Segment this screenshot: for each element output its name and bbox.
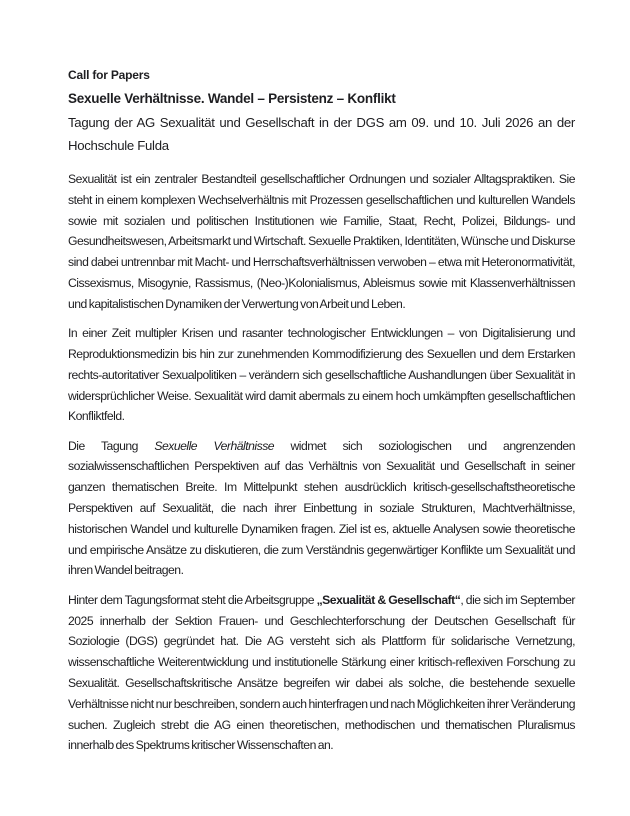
paragraph-text: Sexualität ist ein zentraler Bestandteil gesellschaftlicher Ordnungen und sozialer Alltagspraktiken. Sie steht in einem komplexen Wechselverhältnis mit Prozessen gesellschaftlichen und kulturellen Wandels sowie mit sozialen und politischen Institutionen wie Familie, Staat, Recht, Polizei, Bildungs- und Gesundheitswesen, Arbeitsmarkt und Wirtschaft. Sexuelle Praktiken, Identitäten, Wünsche und Diskurse sind dabei untrennbar mit Macht- und Herrschaftsverhältnissen verwoben – etwa mit Heteronormativität, Cissexismus, Misogynie, Rassismus, (Neo-)Kolonialismus, Ableismus sowie mit Klassenverhältnissen und kapitalistischen Dynamiken der Verwertung von Arbeit und Leben. [68,172,575,311]
paragraph-text: widmet sich soziologischen und angrenzenden sozialwissenschaftlichen Perspektiven auf das Verhältnis von Sexualität und Gesellschaft in seiner ganzen thematischen Breite. Im Mittelpunkt stehen ausdrücklich kritisch-gesellschaftstheoretische Perspektiven auf Sexualität, die nach ihrer Einbettung in soziale Strukturen, Machtverhältnisse, historischen Wandel und kulturelle Dynamiken fragen. Ziel ist es, aktuelle Analysen sowie theoretische und empirische Ansätze zu diskutieren, die zum Verständnis gegenwärtiger Konflikte um Sexualität und ihren Wandel beitragen. [68,438,575,578]
paragraph-conference-focus [68,436,575,582]
document-content [68,64,575,756]
conference-name-italic: Sexuelle Verhältnisse [154,438,275,453]
paragraph-text: , die sich im September 2025 innerhalb der Sektion Frauen- und Geschlechterforschung der Deutschen Gesellschaft für Soziologie (DGS) gegründet hat. Die AG versteht sich als Plattform für solidarische Vernetzung, wissenschaftliche Weiterentwicklung und institutionelle Stärkung einer kritisch-reflexiven Forschung zu Sexualität. Gesellschaftskritische Ansätze begreifen wir dabei als solche, die bestehende sexuelle Verhältnisse nicht nur beschreiben, sondern auch hinterfragen und nach Möglichkeiten ihrer Veränderung suchen. Zugleich strebt die AG einen theoretischen, methodischen und thematischen Pluralismus innerhalb des Spektrums kritischer Wissenschaften an. [68,592,575,753]
document-title: Sexuelle Verhältnisse. Wandel – Persistenz – Konflikt [68,91,396,106]
paragraph-intro [68,169,575,315]
paragraph-text: Hinter dem Tagungsformat steht die Arbeitsgruppe [68,592,317,607]
call-for-papers-kicker: Call for Papers [68,68,150,82]
working-group-name-bold: „Sexualität & Gesellschaft“ [316,592,461,607]
paragraph-text: In einer Zeit multipler Krisen und rasanter technologischer Entwicklungen – von Digitalisierung und Reproduktionsmedizin bis hin zur zunehmenden Kommodifizierung des Sexuellen und dem Erstarken rechts-autoritativer Sexualpolitiken – verändern sich gesellschaftliche Aushandlungen über Sexualität in widersprüchlicher Weise. Sexualität wird damit abermals zu einem hoch umkämpften gesellschaftlichen Konfliktfeld. [68,326,575,424]
paragraph-working-group [68,590,575,756]
conference-subtitle: Tagung der AG Sexualität und Gesellschaft in der DGS am 09. und 10. Juli 2026 an der Hochschule Fulda [68,114,575,153]
paragraph-text: Die Tagung [68,438,155,453]
paragraph-crises [68,323,575,427]
